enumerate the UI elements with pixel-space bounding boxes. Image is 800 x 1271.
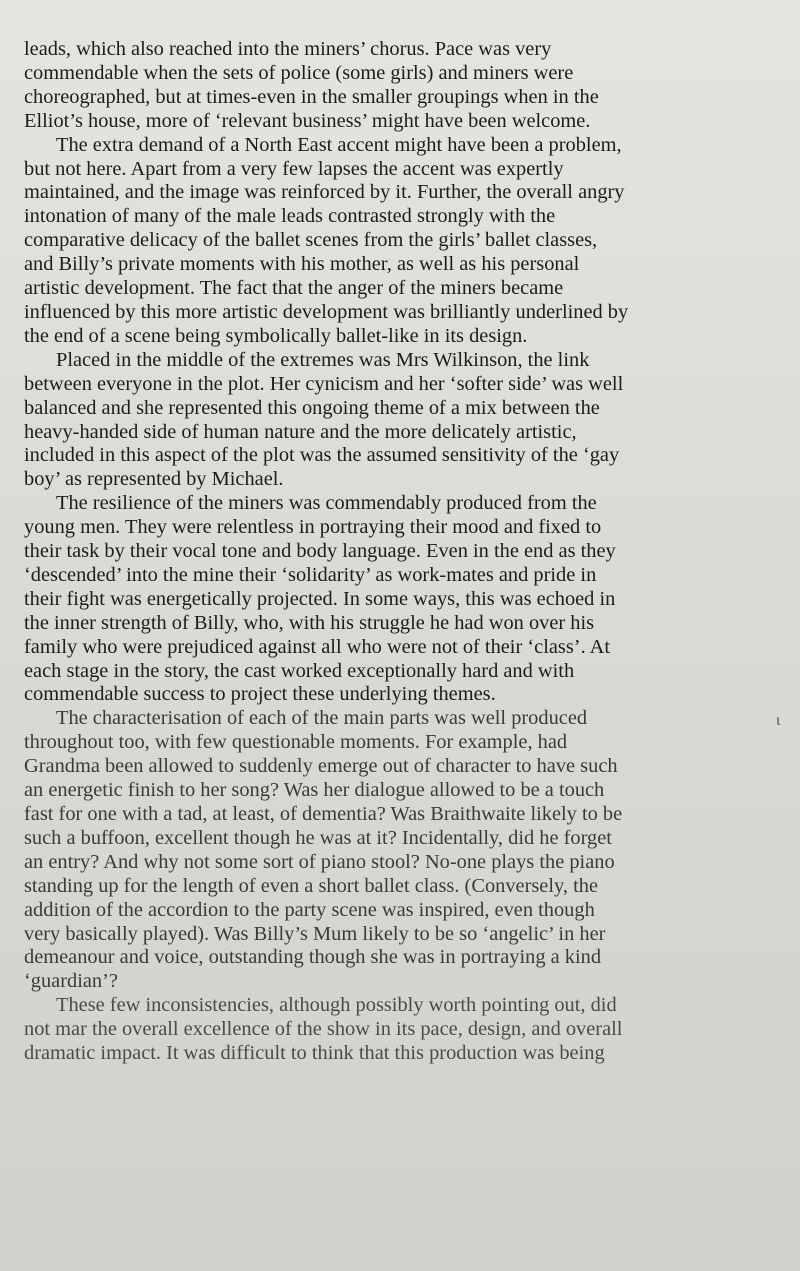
text-line: Grandma been allowed to suddenly emerge out of character to have such [24,755,618,778]
text-line: boy’ as represented by Michael. [24,468,284,491]
text-line: commendable when the sets of police (some girls) and miners were [24,61,574,84]
text-line: their task by their vocal tone and body language. Even in the end as they [24,540,616,563]
text-line: demeanour and voice, outstanding though she was in portraying a kind [24,946,602,969]
text-line: dramatic impact. It was difficult to think that this production was being [24,1042,605,1065]
text-line: the inner strength of Billy, who, with his struggle he had won over his [24,611,595,634]
text-line: comparative delicacy of the ballet scenes from the girls’ ballet classes, [24,229,598,252]
text-line: Placed in the middle of the extremes was Mrs Wilkinson, the link [56,348,590,371]
text-line: not mar the overall excellence of the show in its pace, design, and overall [24,1018,623,1041]
text-line: the end of a scene being symbolically ballet-like in its design. [24,324,528,347]
text-line: throughout too, with few questionable moments. For example, had [24,731,568,754]
text-line: The extra demand of a North East accent might have been a problem, [56,133,622,156]
text-line: family who were prejudiced against all who were not of their ‘class’. At [24,635,611,658]
text-line: commendable success to project these underlying themes. [24,683,496,706]
text-line: between everyone in the plot. Her cynicism and her ‘softer side’ was well [24,372,624,395]
paragraph-3 [24,349,740,492]
text-line: each stage in the story, the cast worked exceptionally hard and with [24,659,575,682]
text-line: such a buffoon, excellent though he was at it? Incidentally, did he forget [24,826,612,849]
text-line: an entry? And why not some sort of piano stool? No-one plays the piano [24,850,615,873]
text-line: ‘guardian’? [24,970,118,993]
text-line: intonation of many of the male leads contrasted strongly with the [24,205,556,228]
text-line: standing up for the length of even a short ballet class. (Conversely, the [24,874,598,897]
paragraph-4 [24,492,740,707]
text-line: Elliot’s house, more of ‘relevant business’ might have been welcome. [24,109,591,132]
paragraph-5 [24,707,740,994]
text-line: their fight was energetically projected. In some ways, this was echoed in [24,587,616,610]
text-line: heavy-handed side of human nature and the more delicately artistic, [24,420,577,443]
text-line: young men. They were relentless in portraying their mood and fixed to [24,516,602,539]
text-line: an energetic finish to her song? Was her dialogue allowed to be a touch [24,779,605,802]
text-line: maintained, and the image was reinforced by it. Further, the overall angry [24,181,625,204]
text-line: The characterisation of each of the main parts was well produced [56,707,588,730]
paragraph-6 [24,994,740,1066]
text-line: but not here. Apart from a very few lapses the accent was expertly [24,157,564,180]
text-line: very basically played). Was Billy’s Mum likely to be so ‘angelic’ in her [24,922,606,945]
text-line: These few inconsistencies, although possibly worth pointing out, did [56,994,617,1017]
text-line: ‘descended’ into the mine their ‘solidarity’ as work-mates and pride in [24,563,597,586]
text-line: balanced and she represented this ongoing theme of a mix between the [24,396,600,419]
text-line: leads, which also reached into the miners’ chorus. Pace was very [24,38,552,60]
text-line: artistic development. The fact that the anger of the miners became [24,277,564,300]
text-line: fast for one with a tad, at least, of dementia? Was Braithwaite likely to be [24,803,623,825]
text-line: The resilience of the miners was commendably produced from the [56,492,597,515]
text-line: and Billy’s private moments with his mother, as well as his personal [24,253,580,276]
paragraph-2 [24,134,740,349]
text-line: addition of the accordion to the party scene was inspired, even though [24,898,595,921]
text-line: included in this aspect of the plot was the assumed sensitivity of the ‘gay [24,444,620,467]
paragraph-1 [24,38,740,134]
text-line: influenced by this more artistic development was brilliantly underlined by [24,300,629,323]
margin-mark: ι [776,712,781,729]
text-line: choreographed, but at times-even in the smaller groupings when in the [24,85,599,108]
